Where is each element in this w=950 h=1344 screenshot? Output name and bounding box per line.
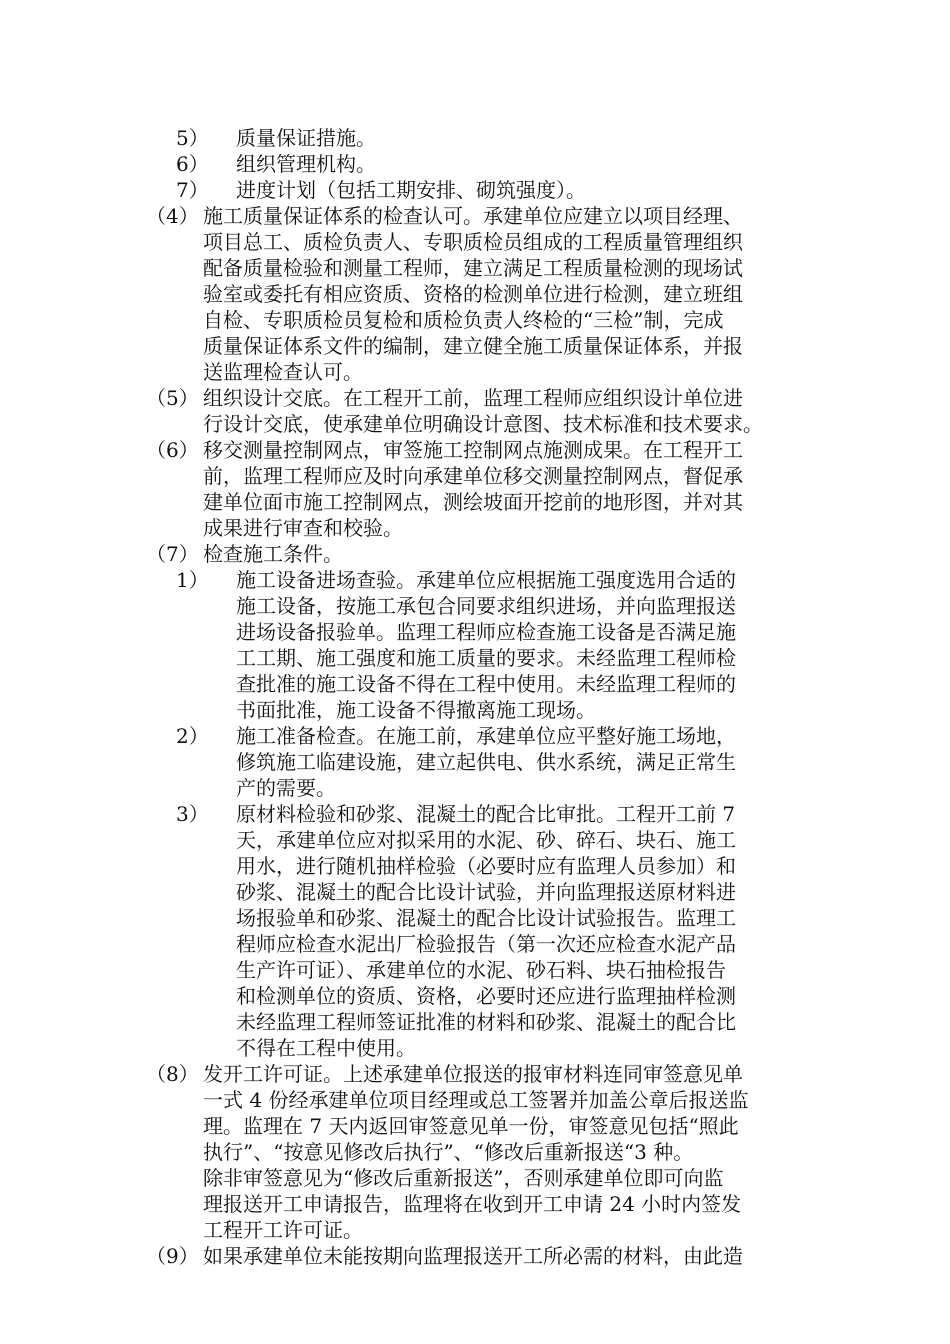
item-text: 程师应检查水泥出厂检验报告（第一次还应检查水泥产品	[236, 932, 736, 956]
item-text: 项目总工、质检负责人、专职质检员组成的工程质量管理组织	[203, 230, 743, 254]
item-number: 7）	[176, 178, 209, 202]
item-text: 质量保证体系文件的编制，建立健全施工质量保证体系，并报	[203, 334, 743, 358]
item-number: （5）	[146, 386, 199, 410]
item-text: 施工质量保证体系的检查认可。承建单位应建立以项目经理、	[203, 204, 743, 228]
item-text: 发开工许可证。上述承建单位报送的报审材料连同审签意见单	[203, 1062, 743, 1086]
item-text: 如果承建单位未能按期向监理报送开工所必需的材料，由此造	[203, 1244, 743, 1268]
item-number: 2）	[176, 724, 209, 748]
item-text: 一式 4 份经承建单位项目经理或总工签署并加盖公章后报送监	[203, 1088, 749, 1112]
item-number: （7）	[146, 542, 199, 566]
item-text: 成果进行审查和校验。	[203, 516, 403, 540]
item-text: 场报验单和砂浆、混凝土的配合比设计试验报告。监理工	[236, 906, 736, 930]
item-number: （6）	[146, 438, 199, 462]
item-number: 3）	[176, 802, 209, 826]
item-text: 用水，进行随机抽样检验（必要时应有监理人员参加）和	[236, 854, 736, 878]
item-text: 送监理检查认可。	[203, 360, 363, 384]
item-text: 未经监理工程师签证批准的材料和砂浆、混凝土的配合比	[236, 1010, 736, 1034]
item-text: 理。监理在 7 天内返回审签意见单一份，审签意见包括“照此	[203, 1114, 739, 1138]
item-number: 6）	[176, 152, 209, 176]
item-text: 前，监理工程师应及时向承建单位移交测量控制网点，督促承	[203, 464, 743, 488]
item-text: 执行”、“按意见修改后执行”、“修改后重新报送“3 种。	[203, 1140, 694, 1164]
item-text: 进度计划（包括工期安排、砌筑强度）。	[236, 178, 586, 202]
item-text: 配备质量检验和测量工程师，建立满足工程质量检测的现场试	[203, 256, 743, 280]
item-text: 施工设备进场查验。承建单位应根据施工强度选用合适的	[236, 568, 736, 592]
item-number: （8）	[146, 1062, 199, 1086]
item-text: 查批准的施工设备不得在工程中使用。未经监理工程师的	[236, 672, 736, 696]
item-text: 行设计交底，使承建单位明确设计意图、技术标准和技术要求。	[203, 412, 763, 436]
item-text: 工程开工许可证。	[203, 1218, 363, 1242]
item-text: 检查施工条件。	[203, 542, 343, 566]
item-text: 施工准备检查。在施工前，承建单位应平整好施工场地，	[236, 724, 736, 748]
item-text: 产的需要。	[236, 776, 336, 800]
item-number: 1）	[176, 568, 209, 592]
item-text: 组织设计交底。在工程开工前，监理工程师应组织设计单位进	[203, 386, 743, 410]
item-number: （4）	[146, 204, 199, 228]
item-text: 自检、专职质检员复检和质检负责人终检的“三检”制，完成	[203, 308, 724, 332]
item-text: 和检测单位的资质、资格，必要时还应进行监理抽样检测	[236, 984, 736, 1008]
item-text: 施工设备，按施工承包合同要求组织进场，并向监理报送	[236, 594, 736, 618]
item-text: 质量保证措施。	[236, 126, 376, 150]
item-text: 原材料检验和砂浆、混凝土的配合比审批。工程开工前 7	[236, 802, 736, 826]
item-text: 进场设备报验单。监理工程师应检查施工设备是否满足施	[236, 620, 736, 644]
item-text: 修筑施工临建设施，建立起供电、供水系统，满足正常生	[236, 750, 736, 774]
item-text: 不得在工程中使用。	[236, 1036, 416, 1060]
item-text: 理报送开工申请报告，监理将在收到开工申请 24 小时内签发	[203, 1192, 742, 1216]
item-text: 建单位面市施工控制网点，测绘坡面开挖前的地形图，并对其	[203, 490, 743, 514]
item-number: （9）	[146, 1244, 199, 1268]
item-text: 天，承建单位应对拟采用的水泥、砂、碎石、块石、施工	[236, 828, 736, 852]
item-text: 验室或委托有相应资质、资格的检测单位进行检测，建立班组	[203, 282, 743, 306]
item-text: 砂浆、混凝土的配合比设计试验，并向监理报送原材料进	[236, 880, 736, 904]
item-text: 书面批准，施工设备不得撤离施工现场。	[236, 698, 596, 722]
item-text: 除非审签意见为“修改后重新报送”，否则承建单位即可向监	[203, 1166, 724, 1190]
item-text: 组织管理机构。	[236, 152, 376, 176]
item-number: 5）	[176, 126, 209, 150]
item-text: 工工期、施工强度和施工质量的要求。未经监理工程师检	[236, 646, 736, 670]
item-text: 生产许可证）、承建单位的水泥、砂石料、块石抽检报告	[236, 958, 726, 982]
item-text: 移交测量控制网点，审签施工控制网点施测成果。在工程开工	[203, 438, 743, 462]
